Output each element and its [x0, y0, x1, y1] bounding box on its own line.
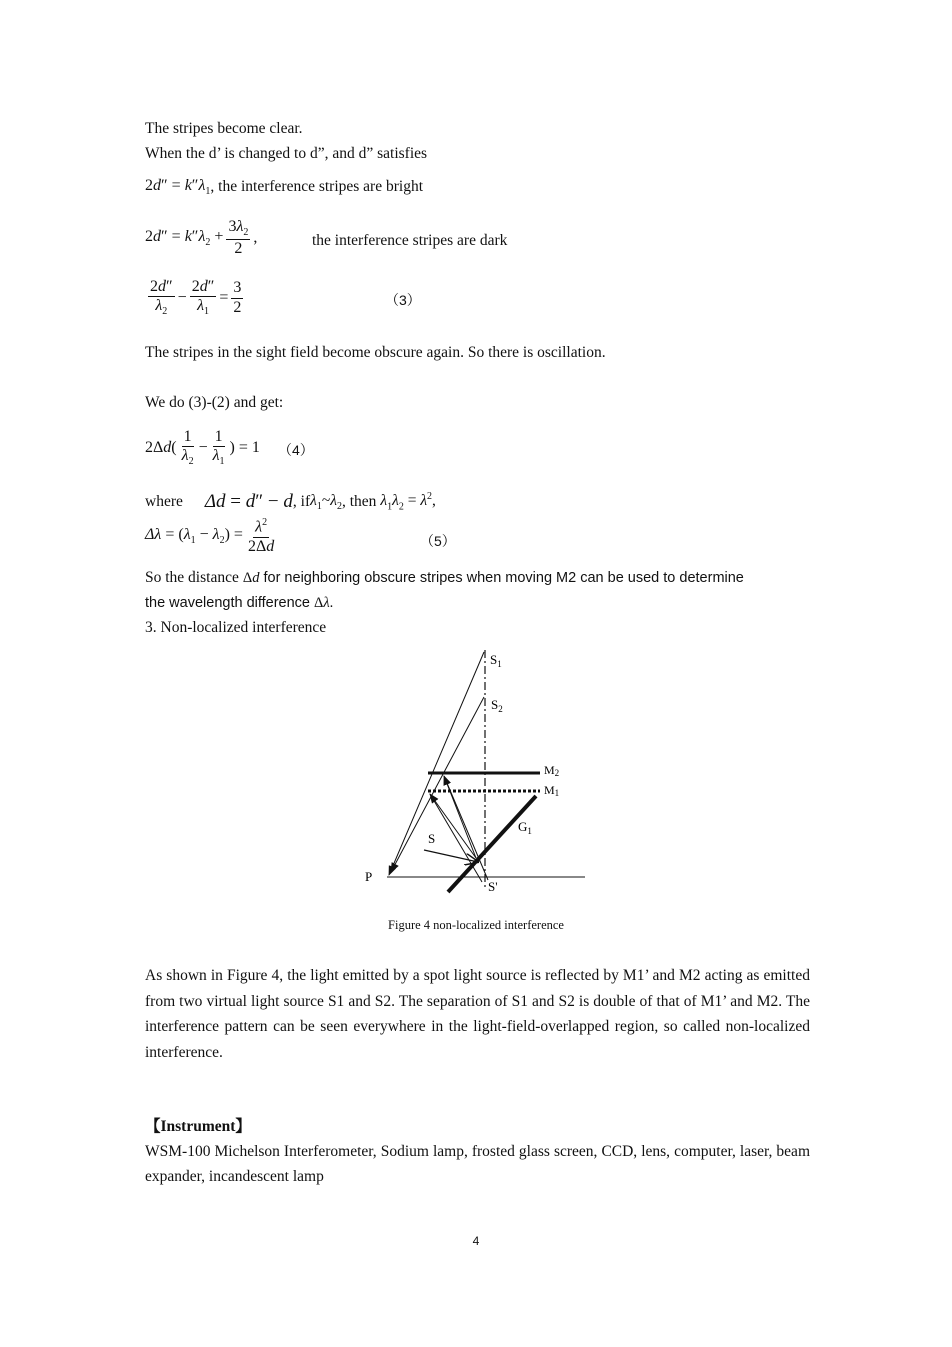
text-stripes-clear: The stripes become clear.: [145, 120, 303, 137]
source-arrow: [424, 850, 478, 862]
section-heading-3: 3. Non-localized interference: [145, 619, 327, 636]
figure-4-caption: Figure 4 non-localized interference: [388, 918, 564, 932]
label-g1: $G_1$: [518, 819, 532, 836]
label-p: P: [365, 869, 373, 884]
label-m1: M1: [544, 783, 560, 798]
text-then: , then: [341, 493, 377, 510]
text-if: , if: [292, 493, 311, 510]
label-s2: $S_2$: [491, 697, 503, 714]
text-d-changed: When the d’ is changed to d”, and d” satisfies: [145, 145, 428, 162]
instrument-text: WSM-100 Michelson Interferometer, Sodium lamp, frosted glass screen, CCD, lens, computer, laser, beam expander, incandescent lamp: [145, 1143, 810, 1185]
equation-5: $\Delta\lambda = (\lambda_1 - \lambda_2)$ = $\frac{\lambda^2}{2\Delta d}$: [145, 517, 275, 555]
text-bright: , the interference stripes are bright: [210, 178, 424, 196]
body-paragraph: As shown in Figure 4, the light emitted by a spot light source is reflected by M1’ and M2 acting as emitted from two virtual light source S1 and S2. The separation of S1 and S2 is double of that of M1’ and M2. The interference pattern can be seen everywhere in the light-field-overlapped region, so called non-localized interference.: [145, 967, 810, 1061]
label-s1: $S_1$: [490, 652, 502, 669]
text-so-distance: So the distance Δd for neighboring obscure stripes when moving M2 can be used to determine the wavelength difference Δλ.: [145, 569, 744, 611]
ray-s2-p: [391, 697, 484, 872]
figure-4-diagram: [0, 640, 952, 900]
label-s: S: [428, 831, 436, 846]
equation-4-number: （4）: [278, 442, 314, 458]
text-where: where: [145, 493, 183, 510]
equation-5-number: （5）: [420, 533, 456, 549]
equation-dark: $2d'' = k''\lambda_2$ + $\frac{3\lambda_2}{2}$ ,: [145, 218, 258, 257]
equation-4: 2Δd( $\frac{1}{\lambda_2}$ − $\frac{1}{\lambda_1}$ ) = 1: [145, 428, 260, 468]
page-number: 4: [472, 1234, 480, 1248]
instrument-heading: 【Instrument】: [145, 1118, 251, 1135]
text-oscillation: The stripes in the sight field become obscure again. So there is oscillation.: [145, 344, 606, 361]
equation-3: $\frac{2d''}{\lambda_2}$ − $\frac{2d''}{\lambda_1}$ = $\frac{3}{2}$: [150, 278, 242, 318]
equation-bright: $2d'' = k''\lambda_1$ , the interference stripes are bright: [145, 177, 424, 198]
ray-to-m1: [430, 794, 476, 858]
equation-3-number: （3）: [385, 292, 421, 308]
text-dark: the interference stripes are dark: [312, 232, 508, 249]
label-s-prime: S': [488, 879, 498, 894]
equation-where: where Δd = d″ − d , if $\lambda_1\sim\lambda_2$ , then $\lambda_1\lambda_2 = \lambda^2$,: [145, 491, 436, 513]
label-m2: M2: [544, 763, 560, 778]
beam-splitter-g1: [448, 796, 536, 892]
text-we-do: We do (3)-(2) and get:: [145, 394, 284, 411]
